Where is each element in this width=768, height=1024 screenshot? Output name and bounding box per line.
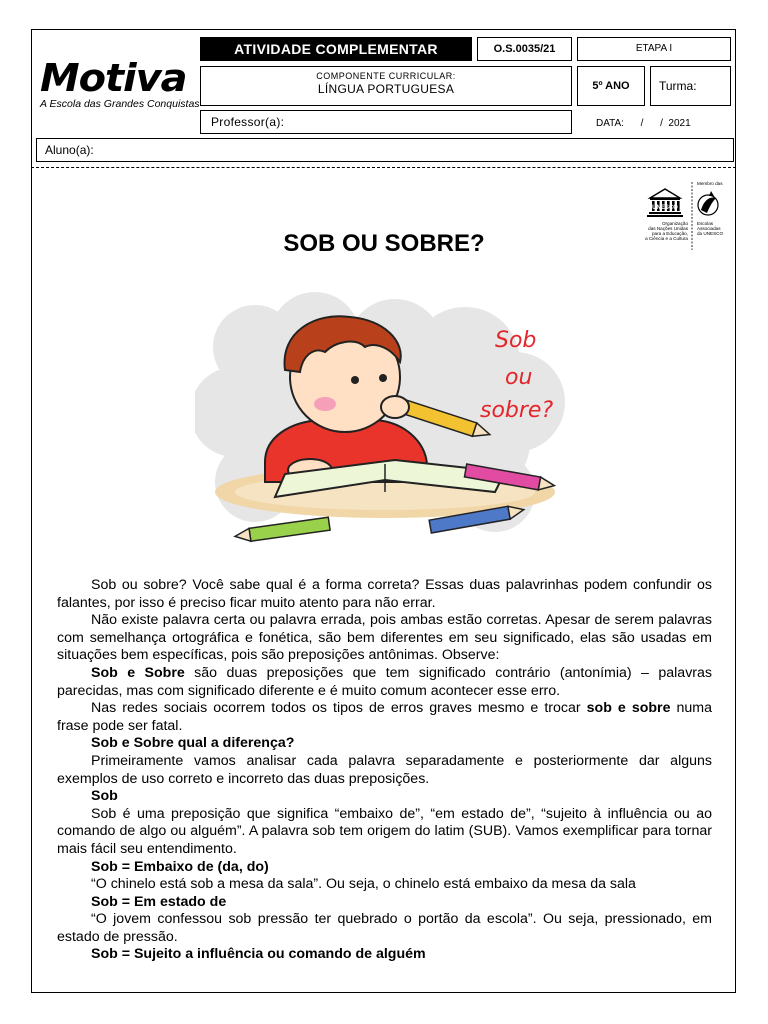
componente-curricular [200,66,572,106]
unesco-org-line-1: Organização [661,221,688,226]
unesco-org-line-2: das Nações Unidas [648,226,688,231]
date-field[interactable]: DATA: / / 2021 [596,118,691,129]
os-code: O.S.0035/21 [477,37,572,61]
heading-difference: Sob e Sobre qual a diferença? [91,735,295,752]
unesco-wordmark: UNESCO [652,205,678,211]
illustration-caption-sob: Sob [495,328,537,353]
paragraph-both-correct: Não existe palavra certa ou palavra errada, pois ambas estão corretas. Apesar de serem palavras com semelhança ortográfica e fonética, são bem diferentes em seu significado, elas são usadas em situações bem específicas, pois são preposições antônimas. Observe: [57,612,712,664]
brand-tagline: A Escola das Grandes Conquistas [40,98,200,110]
escolas-line-3: da UNESCO [697,231,724,236]
illustration-caption-sobre: sobre? [480,398,554,423]
componente-label: COMPONENTE CURRICULAR: [316,71,456,81]
brand-name: Motiva [40,56,187,100]
heading-em-estado-de: Sob = Em estado de [91,893,227,910]
example-chinelo: “O chinelo está sob a mesa da sala”. Ou seja, o chinelo está embaixo da mesa da sala [91,876,636,893]
bold-sob-e-sobre: Sob e Sobre [91,664,185,681]
document-title: SOB OU SOBRE? [283,230,485,257]
componente-value: LÍNGUA PORTUGUESA [317,82,455,96]
turma-field[interactable]: Turma: [650,66,731,106]
heading-sujeito: Sob = Sujeito a influência ou comando de alguém [91,946,426,963]
paragraph-social-media-a: Nas redes sociais ocorrem todos os tipos de erros graves mesmo e trocar [91,700,587,717]
unesco-org-line-4: a Ciência e a Cultura [645,236,688,241]
paragraph-social-media-b: numa frase pode ser fatal. [57,700,712,734]
ano-label: 5º ANO [577,66,645,106]
illustration-caption-ou: ou [505,365,533,390]
unesco-org-line-3: para a Educação, [651,231,688,236]
heading-embaixo-de: Sob = Embaixo de (da, do) [91,858,269,875]
etapa-label: ETAPA I [577,37,731,61]
paragraph-sob-definition: Sob é uma preposição que significa “embaixo de”, “em estado de”, “sujeito à influência ou ao comando de algo ou alguém”. A palavra sob tem origem do latim (SUB). Vamos exemplificar para tornar mais fácil seu entendimento. [57,805,712,857]
membro-label: Membro das [697,181,723,186]
escolas-line-2: Associadas [697,226,721,231]
boy-studying-illustration [195,292,575,552]
paragraph-analyze: Primeiramente vamos analisar cada palavra separadamente e posteriormente dar alguns exemplos de uso correto e incorreto das duas preposições. [57,752,712,787]
cut-line-divider [31,167,736,168]
paragraph-social-media [57,700,712,735]
bold-sob-e-sobre-2: sob e sobre [586,700,671,717]
motiva-logo [40,56,200,112]
paragraph-intro: Sob ou sobre? Você sabe qual é a forma correta? Essas duas palavrinhas podem confundir os falantes, por isso é preciso ficar muito atento para não errar. [57,577,712,611]
paragraph-antonyms [57,665,712,700]
aluno-field[interactable]: Aluno(a): [36,138,734,162]
activity-title: ATIVIDADE COMPLEMENTAR [200,37,472,61]
example-jovem: “O jovem confessou sob pressão ter quebrado o portão da escola”. Ou seja, pressionado, em estado de pressão. [57,911,712,945]
escolas-line-1: Escolas [697,221,714,226]
professor-field[interactable]: Professor(a): [200,110,572,134]
paragraph-antonyms-rest: são duas preposições que tem significado contrário (antonímia) – palavras parecidas, mas com significado diferente e é muito comum acontecer esse erro. [57,664,712,699]
document-body [57,577,712,964]
heading-sob: Sob [91,788,118,805]
